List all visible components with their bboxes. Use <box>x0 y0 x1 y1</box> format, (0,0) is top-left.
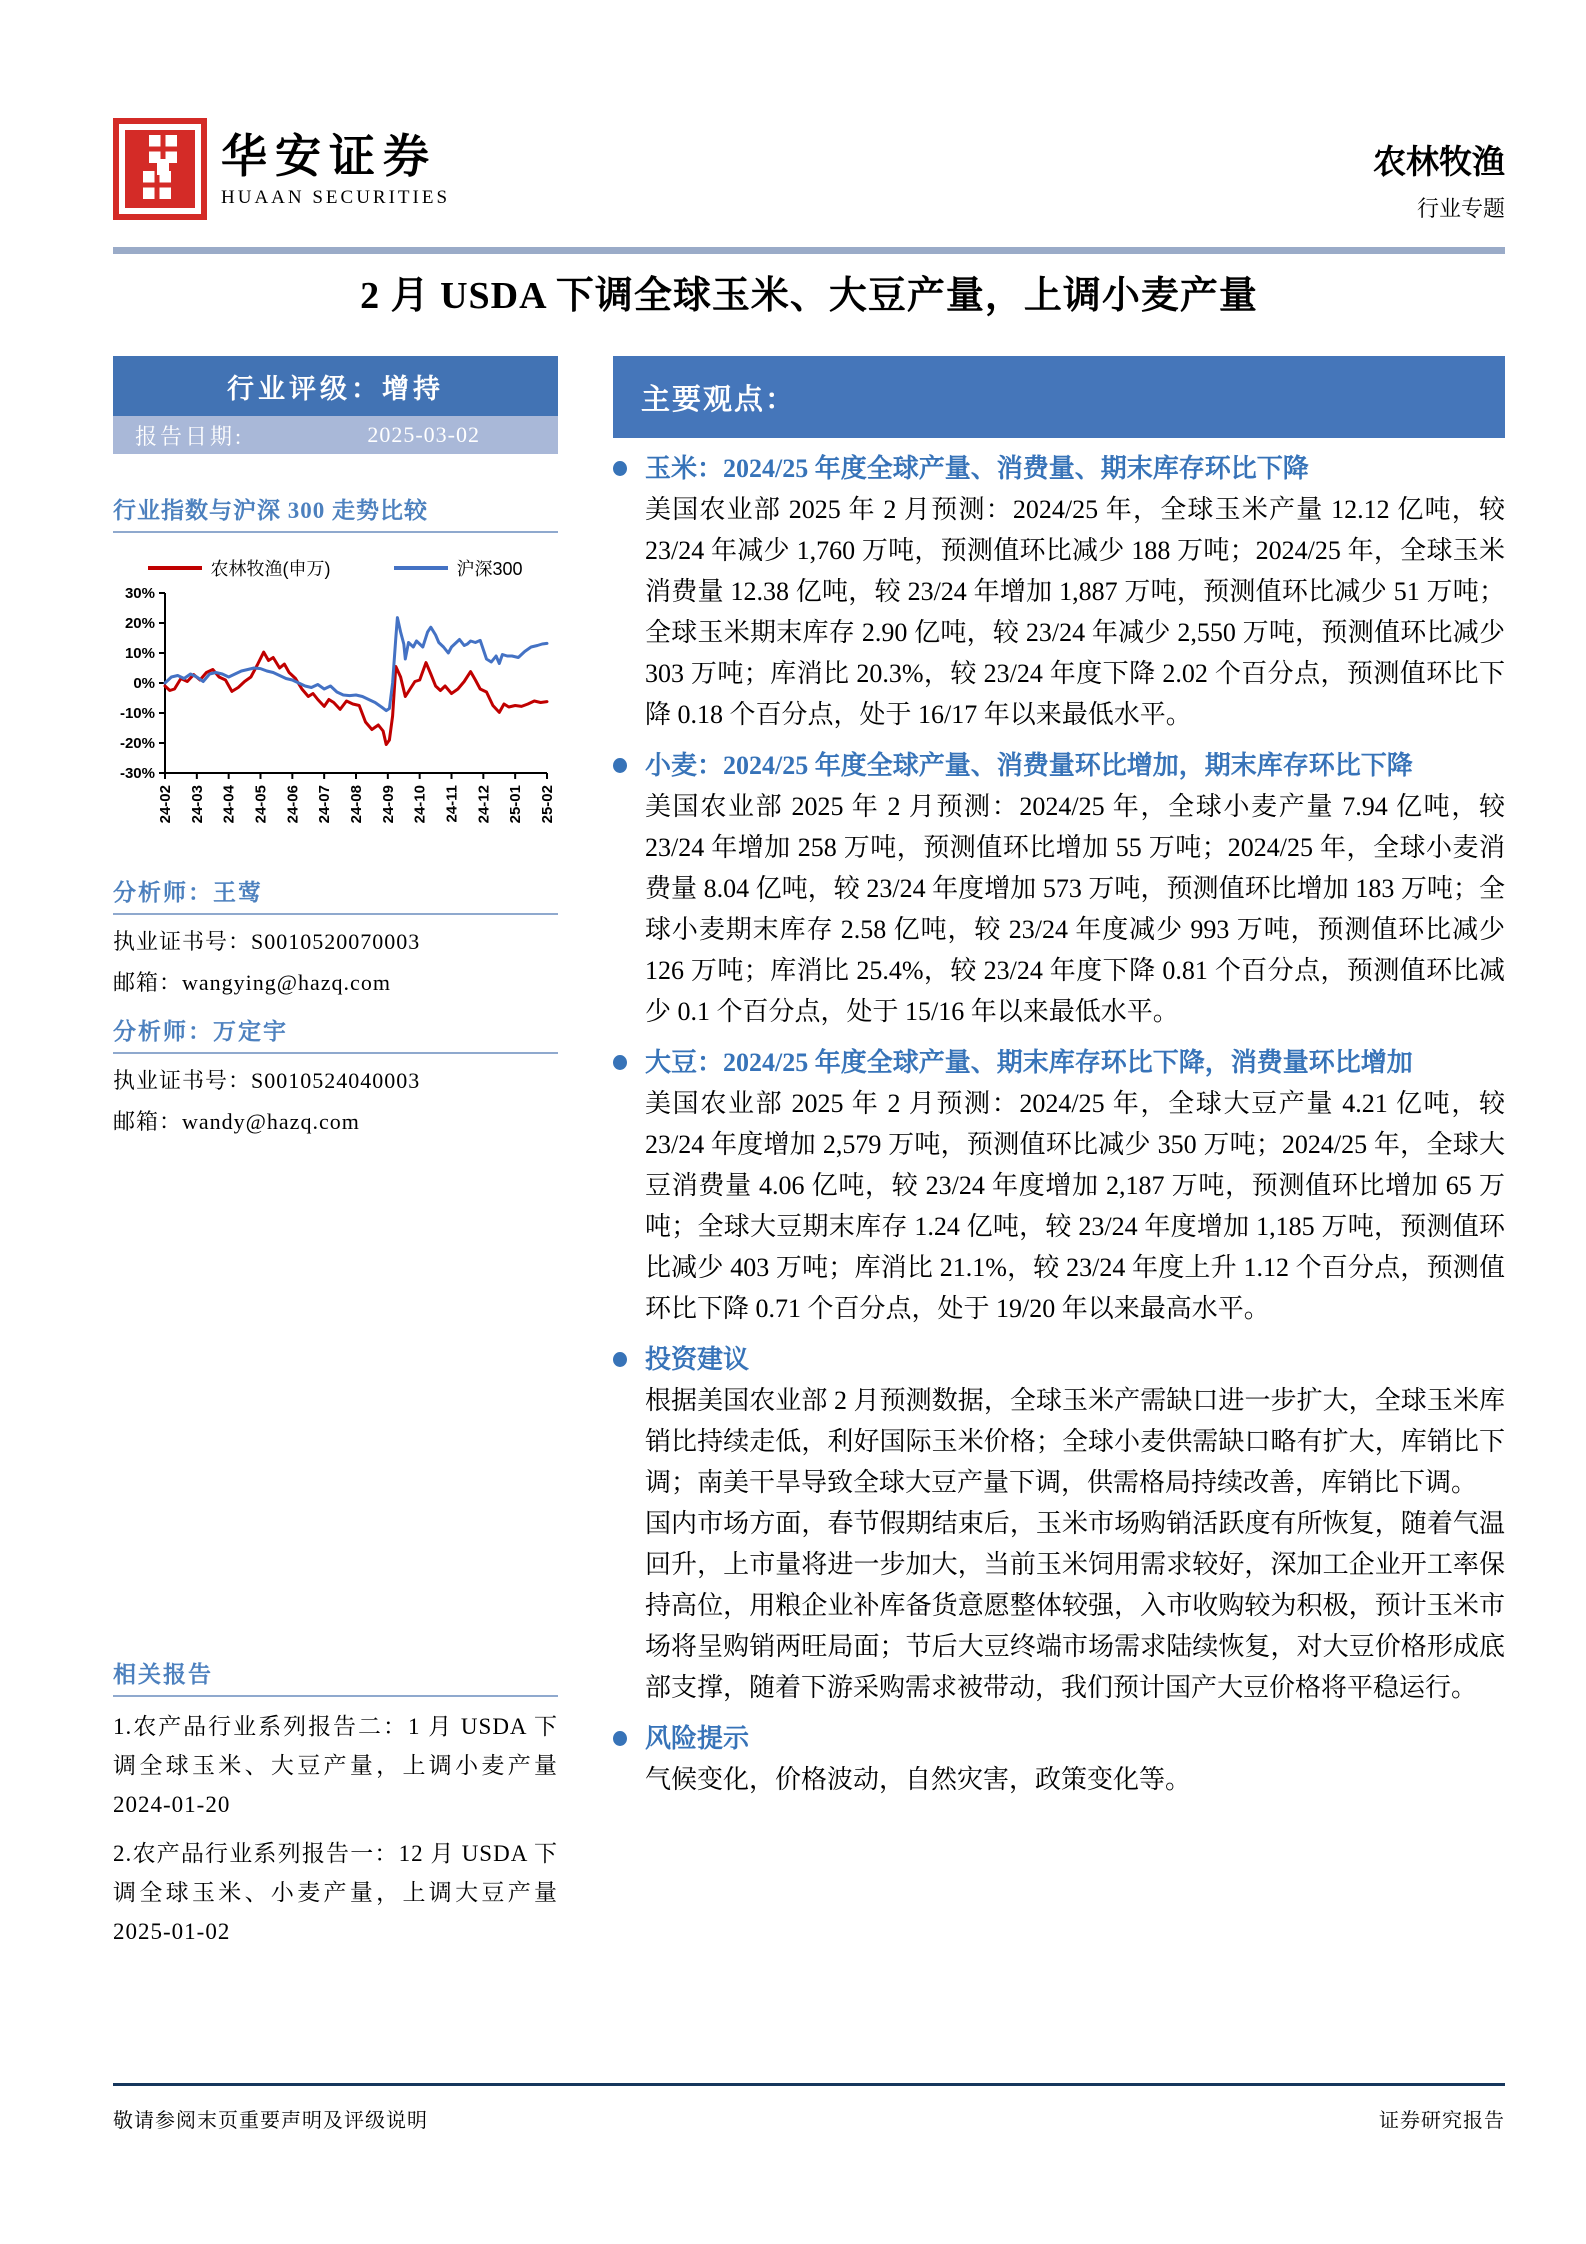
svg-text:30%: 30% <box>124 585 155 602</box>
bullet-dot-icon <box>613 461 627 476</box>
header-right <box>1373 118 1505 223</box>
svg-text:10%: 10% <box>124 645 155 662</box>
bullet-investment-advice <box>613 1339 1505 1708</box>
report-type-label: 行业专题 <box>1416 195 1505 221</box>
page-header <box>113 118 1505 223</box>
svg-text:24-11: 24-11 <box>443 785 461 823</box>
bullet-paragraph: 国内市场方面，春节假期结束后，玉米市场购销活跃度有所恢复，随着气温回升，上市量将进一步加大，当前玉米饲用需求较好，深加工企业开工率保持高位，用粮企业补库备货意愿整体较强，入市收购较为积极，预计玉米市场将呈购销两旺局面；节后大豆终端市场需求陆续恢复，对大豆价格形成底部支撑，随着下游采购需求被带动，我们预计国产大豆价格将平稳运行。 <box>645 1509 1505 1702</box>
analyst-underline <box>113 1052 558 1054</box>
brand-name-cn: 华安证券 <box>221 131 437 183</box>
bullet-heading: 小麦：2024/25 年度全球产量、消费量环比增加，期末库存环比下降 <box>645 751 1413 780</box>
legend-item-csi300 <box>394 555 522 581</box>
bullet-paragraph: 根据美国农业部 2 月预测数据，全球玉米产需缺口进一步扩大，全球玉米库销比持续走低，利好国际玉米价格；全球小麦供需缺口略有扩大，库销比下调；南美干旱导致全球大豆产量下调，供需格局持续改善，库销比下调。 <box>645 1386 1505 1497</box>
analyst-email: 邮箱：wandy@hazq.com <box>113 1109 360 1134</box>
bullet-heading: 投资建议 <box>645 1345 750 1374</box>
brand-logo <box>113 118 450 220</box>
bullet-soybean <box>613 1042 1505 1329</box>
svg-text:24-05: 24-05 <box>252 785 270 824</box>
bullet-paragraph: 美国农业部 2025 年 2 月预测：2024/25 年，全球玉米产量 12.12 亿吨，较 23/24 年减少 1,760 万吨，预测值环比减少 188 万吨；2024/25 年，全球玉米消费量 12.38 亿吨，较 23/24 年增加 1,887 万吨，预测值环比减少 51 万吨；全球玉米期末库存 2.90 亿吨，较 23/24 年减少 2,550 万吨，预测值环比减少 303 万吨；库消比 20.3%，较 23/24 年度下降 2.02 个百分点，预测值环比下降 0.18 个百分点，处于 16/17 年以来最低水平。 <box>645 495 1505 729</box>
analyst-block <box>113 1013 558 1136</box>
bullet-dot-icon <box>613 1731 627 1746</box>
report-title: 2 月 USDA 下调全球玉米、大豆产量，上调小麦产量 <box>360 275 1258 317</box>
trend-chart-svg <box>113 585 558 853</box>
analyst-name: 分析师：万定宇 <box>113 1019 288 1044</box>
svg-text:-10%: -10% <box>119 705 155 722</box>
report-date-value: 2025-03-02 <box>367 422 480 447</box>
svg-text:0%: 0% <box>133 675 155 692</box>
related-reports-title: 相关报告 <box>113 1662 213 1687</box>
svg-text:24-08: 24-08 <box>348 785 365 824</box>
related-reports <box>113 1656 558 1951</box>
svg-text:20%: 20% <box>124 615 155 632</box>
related-report-item: 1.农产品行业系列报告二：1 月 USDA 下调全球玉米、大豆产量，上调小麦产量 2024-01-20 <box>113 1714 558 1817</box>
chart-title: 行业指数与沪深 300 走势比较 <box>113 498 428 523</box>
legend-label-csi300: 沪深300 <box>456 559 523 579</box>
bullet-dot-icon <box>613 1055 627 1070</box>
sector-label: 农林牧渔 <box>1373 145 1505 181</box>
brand-name-en: HUAAN SECURITIES <box>221 186 451 208</box>
bullet-paragraph: 气候变化，价格波动，自然灾害，政策变化等。 <box>645 1765 1192 1794</box>
bullet-heading: 玉米：2024/25 年度全球产量、消费量、期末库存环比下降 <box>645 454 1309 483</box>
footer-divider <box>113 2083 1505 2086</box>
legend-swatch-red <box>148 566 202 570</box>
svg-text:24-03: 24-03 <box>188 785 206 824</box>
bullet-dot-icon <box>613 758 627 773</box>
index-chart-block <box>113 492 558 858</box>
sidebar <box>113 356 558 1951</box>
related-report-item: 2.农产品行业系列报告一：12 月 USDA 下调全球玉米、小麦产量，上调大豆产量 2025-01-02 <box>113 1841 558 1944</box>
svg-text:24-04: 24-04 <box>220 785 238 824</box>
header-divider <box>113 247 1505 254</box>
analyst-cert: 执业证书号：S0010520070003 <box>113 929 421 954</box>
bullet-head <box>613 1042 1505 1083</box>
svg-text:24-02: 24-02 <box>157 785 174 824</box>
svg-text:-20%: -20% <box>119 735 155 752</box>
bullet-risk-warning <box>613 1718 1505 1800</box>
svg-text:24-09: 24-09 <box>379 785 397 824</box>
chart-legend <box>113 555 558 581</box>
svg-text:24-12: 24-12 <box>475 785 493 824</box>
analyst-email: 邮箱：wangying@hazq.com <box>113 970 391 995</box>
svg-text:24-07: 24-07 <box>316 785 334 824</box>
brand-text <box>221 129 450 208</box>
svg-text:24-06: 24-06 <box>284 785 302 824</box>
footer-disclaimer: 敬请参阅末页重要声明及评级说明 <box>113 2110 428 2132</box>
bullet-heading: 风险提示 <box>645 1724 750 1753</box>
legend-item-industry <box>148 555 330 581</box>
analyst-block <box>113 874 558 997</box>
bullet-dot-icon <box>613 1352 627 1367</box>
svg-text:-30%: -30% <box>119 765 155 782</box>
svg-text:24-10: 24-10 <box>411 785 429 824</box>
legend-label-industry: 农林牧渔(申万) <box>210 559 331 579</box>
legend-swatch-blue <box>394 566 448 570</box>
key-points-header: 主要观点： <box>613 356 1505 438</box>
related-reports-underline <box>113 1695 558 1697</box>
industry-rating-bar: 行业评级：增持 <box>113 356 558 416</box>
content-columns <box>113 356 1505 1951</box>
main-content <box>613 356 1505 1951</box>
trend-chart <box>113 585 558 858</box>
bullet-paragraph: 美国农业部 2025 年 2 月预测：2024/25 年，全球小麦产量 7.94 亿吨，较 23/24 年增加 258 万吨，预测值环比增加 55 万吨；2024/25 年，全球小麦消费量 8.04 亿吨，较 23/24 年度增加 573 万吨，预测值环比增加 183 万吨；全球小麦期末库存 2.58 亿吨，较 23/24 年度减少 993 万吨，预测值环比减少 126 万吨；库消比 25.4%，较 23/24 年度下降 0.81 个百分点，预测值环比减少 0.1 个百分点，处于 15/16 年以来最低水平。 <box>645 792 1505 1026</box>
page-footer <box>113 2104 1505 2133</box>
bullet-head <box>613 745 1505 786</box>
analyst-name: 分析师：王莺 <box>113 880 263 905</box>
huaan-seal-icon <box>113 118 207 220</box>
svg-text:25-01: 25-01 <box>507 785 525 824</box>
bullet-corn <box>613 448 1505 735</box>
analyst-underline <box>113 913 558 915</box>
bullet-head <box>613 1339 1505 1380</box>
footer-doc-type: 证券研究报告 <box>1379 2110 1505 2132</box>
bullet-paragraph: 美国农业部 2025 年 2 月预测：2024/25 年，全球大豆产量 4.21 亿吨，较 23/24 年度增加 2,579 万吨，预测值环比减少 350 万吨；2024/25 年，全球大豆消费量 4.06 亿吨，较 23/24 年度增加 2,187 万吨，预测值环比增加 65 万吨；全球大豆期末库存 1.24 亿吨，较 23/24 年度增加 1,185 万吨，预测值环比减少 403 万吨；库消比 21.1%，较 23/24 年度上升 1.12 个百分点，预测值环比下降 0.71 个百分点，处于 19/20 年以来最高水平。 <box>645 1089 1505 1323</box>
bullet-head <box>613 448 1505 489</box>
bullet-wheat <box>613 745 1505 1032</box>
bullet-heading: 大豆：2024/25 年度全球产量、期末库存环比下降，消费量环比增加 <box>645 1048 1413 1077</box>
chart-title-underline <box>113 531 558 533</box>
report-date-label: 报告日期: <box>135 423 245 449</box>
analyst-cert: 执业证书号：S0010524040003 <box>113 1068 421 1093</box>
bullet-head <box>613 1718 1505 1759</box>
report-date-bar <box>113 416 558 454</box>
svg-text:25-02: 25-02 <box>539 785 556 824</box>
